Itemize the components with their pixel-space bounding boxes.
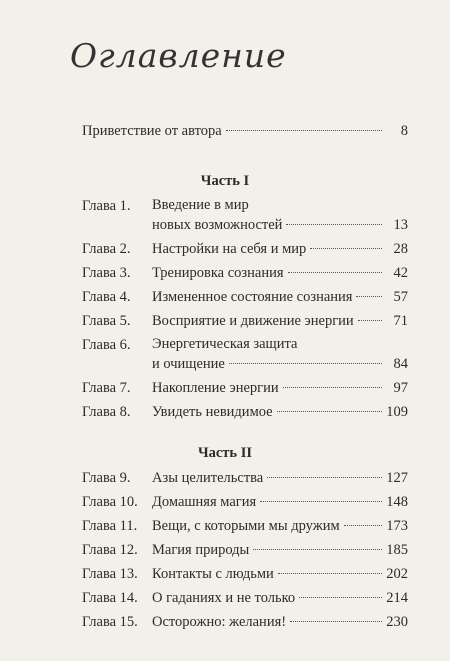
toc-entry-chapter-2 (82, 240, 408, 258)
chapter-title-line1: Введение в мир (152, 197, 249, 213)
chapter-title: Накопление энергии (152, 380, 279, 396)
part-heading-2: Часть II (197, 445, 253, 461)
toc-entry-chapter-4 (82, 288, 408, 306)
toc-entry-chapter-13 (82, 565, 408, 583)
chapter-title: Тренировка сознания (152, 265, 284, 281)
page-title: Оглавление (70, 36, 287, 75)
dot-leader (226, 130, 382, 131)
toc-page-number: 13 (393, 217, 408, 233)
part-heading-1: Часть I (200, 173, 250, 189)
chapter-title: и очищение (152, 356, 225, 372)
chapter-title: Увидеть невидимое (152, 404, 273, 420)
toc-page-number: 185 (386, 542, 408, 558)
chapter-label: Глава 13. (82, 566, 138, 582)
chapter-title: Магия природы (152, 542, 250, 558)
toc-page-number: 97 (393, 380, 408, 396)
toc-entry-title: Приветствие от автора (82, 123, 222, 139)
toc-entry-chapter-6 (82, 336, 408, 354)
toc-entry-chapter-15 (82, 613, 408, 631)
toc-entry-chapter-7 (82, 379, 408, 397)
dot-leader (277, 411, 382, 412)
chapter-label: Глава 12. (82, 542, 138, 558)
dot-leader (283, 387, 382, 388)
toc-entry-chapter-9 (82, 469, 408, 487)
chapter-label: Глава 11. (82, 518, 138, 534)
dot-leader (278, 573, 382, 574)
toc-page-number: 42 (393, 265, 408, 281)
toc-page-number: 57 (393, 289, 408, 305)
chapter-label: Глава 5. (82, 313, 131, 329)
dot-leader (344, 525, 382, 526)
chapter-label: Глава 9. (82, 470, 131, 486)
dot-leader (267, 477, 382, 478)
chapter-title: Контакты с людьми (152, 566, 274, 582)
dot-leader (260, 501, 382, 502)
toc-entry-chapter-12 (82, 541, 408, 559)
chapter-title: Осторожно: желания! (152, 614, 287, 630)
toc-entry-chapter-1 (82, 197, 408, 215)
dot-leader (253, 549, 382, 550)
toc-page-number: 109 (386, 404, 408, 420)
chapter-title: О гаданиях и не только (152, 590, 296, 606)
chapter-title: Домашняя магия (152, 494, 257, 510)
toc-page-number: 173 (386, 518, 408, 534)
toc-page-number: 214 (386, 590, 408, 606)
chapter-title: Восприятие и движение энергии (152, 313, 354, 329)
chapter-title: новых возможностей (152, 217, 283, 233)
toc-page-number: 230 (386, 614, 408, 630)
dot-leader (299, 597, 382, 598)
toc-entry-body (82, 122, 408, 140)
toc-entry-chapter-6-line2 (82, 355, 408, 373)
toc-page-number: 28 (393, 241, 408, 257)
toc-page-number: 202 (386, 566, 408, 582)
toc-page-number: 127 (386, 470, 408, 486)
chapter-label: Глава 2. (82, 241, 131, 257)
dot-leader (288, 272, 382, 273)
chapter-title: Вещи, с которыми мы дружим (152, 518, 340, 534)
chapter-label: Глава 8. (82, 404, 131, 420)
toc-page-number: 148 (386, 494, 408, 510)
chapter-label: Глава 14. (82, 590, 138, 606)
chapter-label: Глава 10. (82, 494, 138, 510)
dot-leader (290, 621, 382, 622)
chapter-label: Глава 15. (82, 614, 138, 630)
dot-leader (229, 363, 382, 364)
chapter-title: Азы целительства (152, 470, 264, 486)
toc-page-number: 8 (400, 123, 408, 139)
toc-entry-chapter-3 (82, 264, 408, 282)
toc-page-number: 71 (393, 313, 408, 329)
chapter-title-line1: Энергетическая защита (152, 336, 298, 352)
dot-leader (356, 296, 382, 297)
toc-entry-chapter-14 (82, 589, 408, 607)
chapter-label: Глава 6. (82, 337, 131, 353)
dot-leader (286, 224, 382, 225)
toc-entry-chapter-8 (82, 403, 408, 421)
chapter-label: Глава 3. (82, 265, 131, 281)
dot-leader (310, 248, 382, 249)
toc-entry-chapter-10 (82, 493, 408, 511)
toc-entry-chapter-5 (82, 312, 408, 330)
toc-page-number: 84 (393, 356, 408, 372)
toc-entry-chapter-1-line2 (82, 216, 408, 234)
chapter-label: Глава 4. (82, 289, 131, 305)
dot-leader (358, 320, 382, 321)
chapter-title: Измененное состояние сознания (152, 289, 353, 305)
toc-entry-chapter-11 (82, 517, 408, 535)
toc-entry-intro (82, 122, 408, 140)
chapter-label: Глава 1. (82, 198, 131, 214)
chapter-title: Настройки на себя и мир (152, 241, 307, 257)
chapter-label: Глава 7. (82, 380, 131, 396)
